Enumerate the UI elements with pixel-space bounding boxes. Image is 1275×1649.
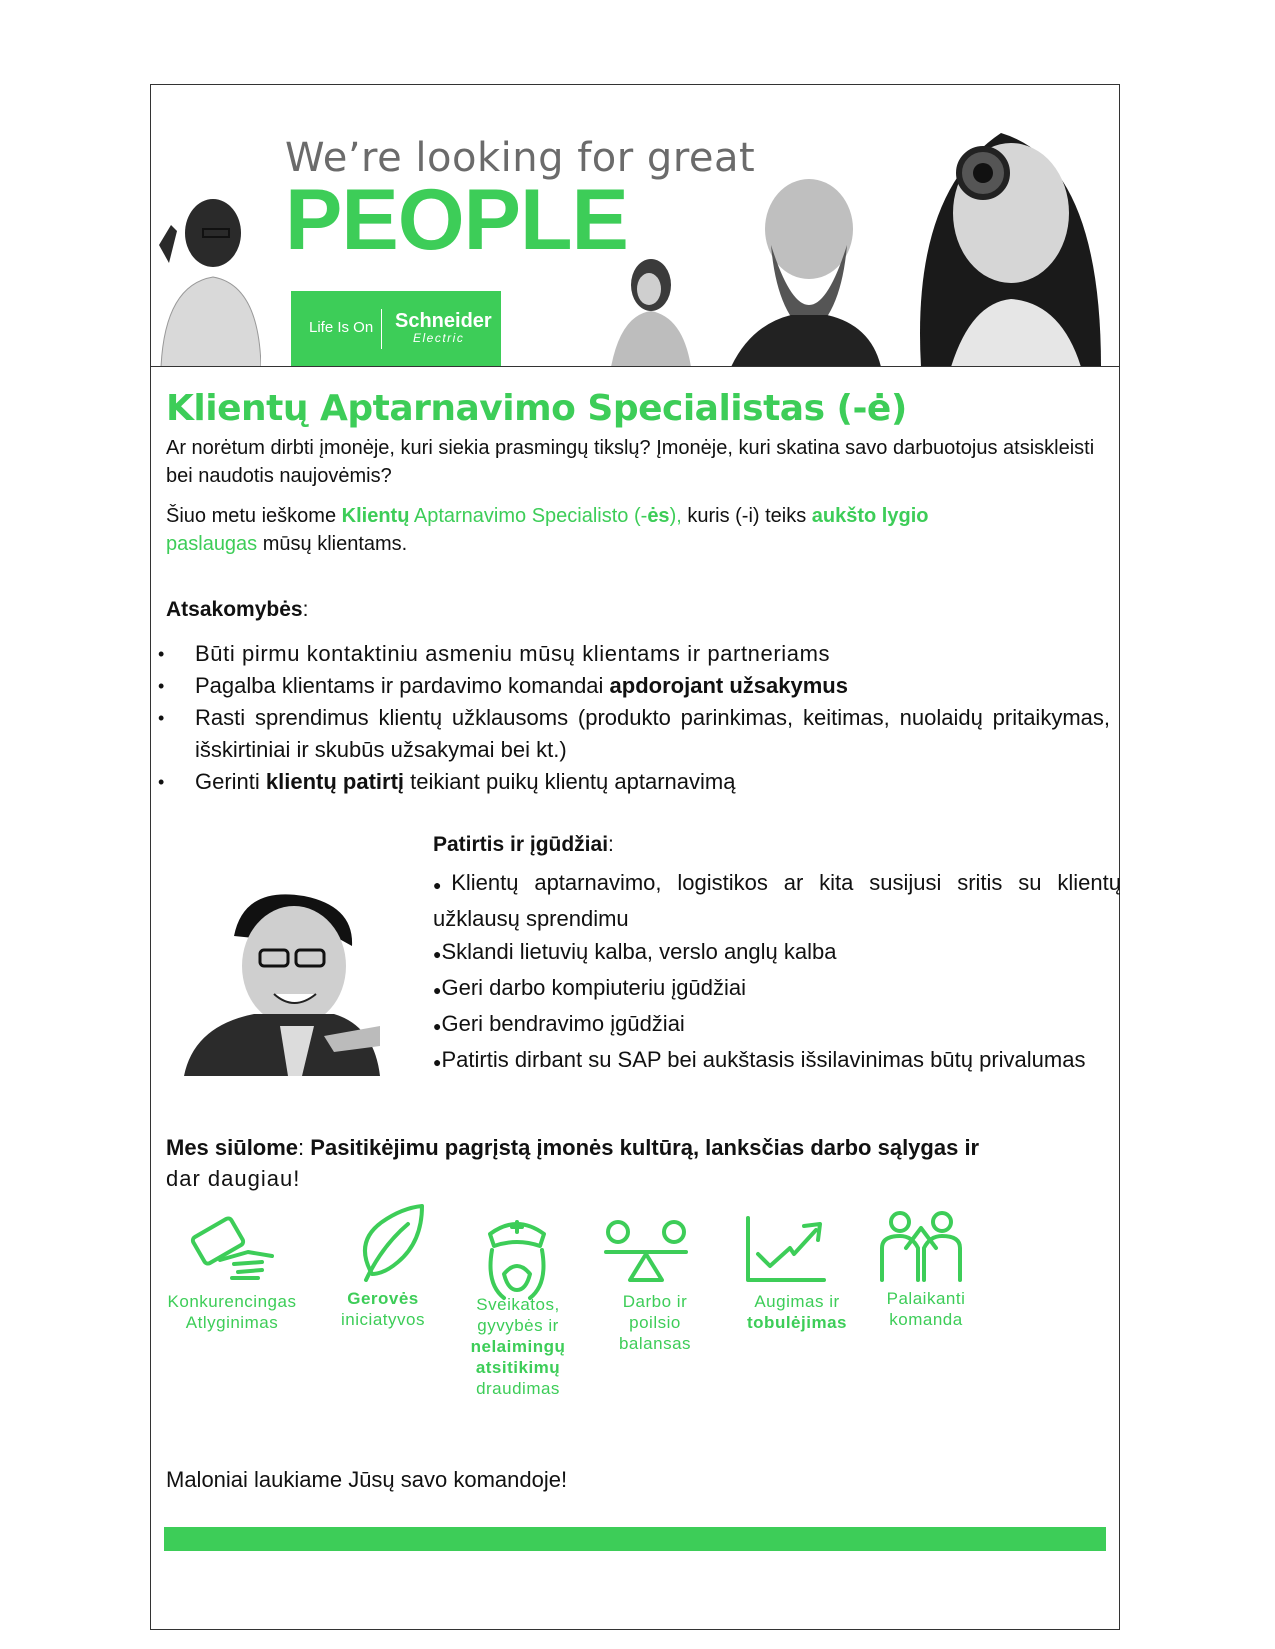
benefit-label-insurance: Sveikatos, gyvybės ir nelaimingų atsitikimų draudimas bbox=[470, 1295, 566, 1398]
growth-chart-icon bbox=[744, 1214, 828, 1284]
benefit-label-wellbeing: Gerovės iniciatyvos bbox=[341, 1289, 425, 1329]
banner-person-4-photo bbox=[891, 103, 1120, 366]
brand-company-sub: Electric bbox=[413, 331, 465, 345]
list-item: ●Klientų aptarnavimo, logistikos ar kita susijusi sritis su klientų užklausų sprendimu bbox=[433, 870, 1121, 931]
job-title: Klientų Aptarnavimo Specialistas (-ė) bbox=[166, 388, 907, 429]
list-item: • Rasti sprendimus klientų užklausoms (produkto parinkimas, keitimas, nuolaidų pritaikymas, išskirtiniai ir skubūs užsakymai bei kt.) bbox=[150, 702, 1110, 766]
hero-banner bbox=[150, 84, 1120, 366]
brand-divider bbox=[381, 309, 382, 349]
footer-accent-bar bbox=[164, 1527, 1106, 1551]
list-item: ●Patirtis dirbant su SAP bei aukštasis išsilavinimas būtų privalumas bbox=[433, 1047, 1086, 1072]
banner-tagline: We’re looking for great bbox=[285, 135, 756, 181]
list-item: ●Geri darbo kompiuteriu įgūdžiai bbox=[433, 975, 746, 1000]
balance-icon bbox=[604, 1218, 688, 1284]
leaf-icon bbox=[352, 1202, 426, 1282]
brand-logo bbox=[291, 291, 501, 366]
brand-life-is-on: Life Is On bbox=[309, 319, 374, 336]
candidate-photo bbox=[184, 876, 380, 1076]
banner-person-2-photo bbox=[611, 245, 691, 366]
intro-text: Ar norėtum dirbti įmonėje, kuri siekia prasmingų tikslų? Įmonėje, kuri skatina savo darbuotojus atsiskleisti bei naudotis naujovėmis? bbox=[166, 437, 1095, 487]
seek-text: Šiuo metu ieškome Klientų Aptarnavimo Specialisto (-ės), kuris (-i) teiks aukšto lygio paslaugas mūsų klientams. bbox=[166, 505, 929, 555]
list-item: ●Sklandi lietuvių kalba, verslo anglų kalba bbox=[433, 939, 837, 964]
list-item: • Gerinti klientų patirtį teikiant puikų klientų aptarnavimą bbox=[150, 766, 1110, 798]
list-item: • Būti pirmu kontaktiniu asmeniu mūsų klientams ir partneriams bbox=[150, 638, 1110, 670]
benefit-label-growth: Augimas ir tobulėjimas bbox=[747, 1292, 847, 1332]
banner-headline: PEOPLE bbox=[285, 172, 628, 268]
responsibilities-heading: Atsakomybės: bbox=[166, 598, 309, 621]
hand-card-icon bbox=[188, 1212, 278, 1284]
benefit-label-team: Palaikanti komanda bbox=[886, 1289, 966, 1329]
responsibilities-list bbox=[150, 638, 1110, 798]
skills-heading: Patirtis ir įgūdžiai: bbox=[433, 833, 614, 856]
benefit-label-compensation: Konkurencingas Atlyginimas bbox=[167, 1292, 297, 1332]
closing-text: Maloniai laukiame Jūsų savo komandoje! bbox=[166, 1467, 568, 1492]
offer-text: Mes siūlome: Pasitikėjimu pagrįstą įmonės kultūrą, lanksčias darbo sąlygas ir dar daugiau! bbox=[166, 1135, 980, 1191]
nurse-icon bbox=[480, 1214, 554, 1302]
benefit-label-work-life-balance: Darbo ir poilsio balansas bbox=[618, 1292, 692, 1353]
brand-company: Schneider bbox=[395, 310, 492, 332]
list-item: • Pagalba klientams ir pardavimo komandai apdorojant užsakymus bbox=[150, 670, 1110, 702]
skills-list bbox=[433, 866, 1121, 1079]
banner-person-1-photo bbox=[151, 185, 261, 366]
list-item: ●Geri bendravimo įgūdžiai bbox=[433, 1011, 685, 1036]
banner-person-3-photo bbox=[731, 165, 881, 366]
team-icon bbox=[878, 1208, 964, 1284]
